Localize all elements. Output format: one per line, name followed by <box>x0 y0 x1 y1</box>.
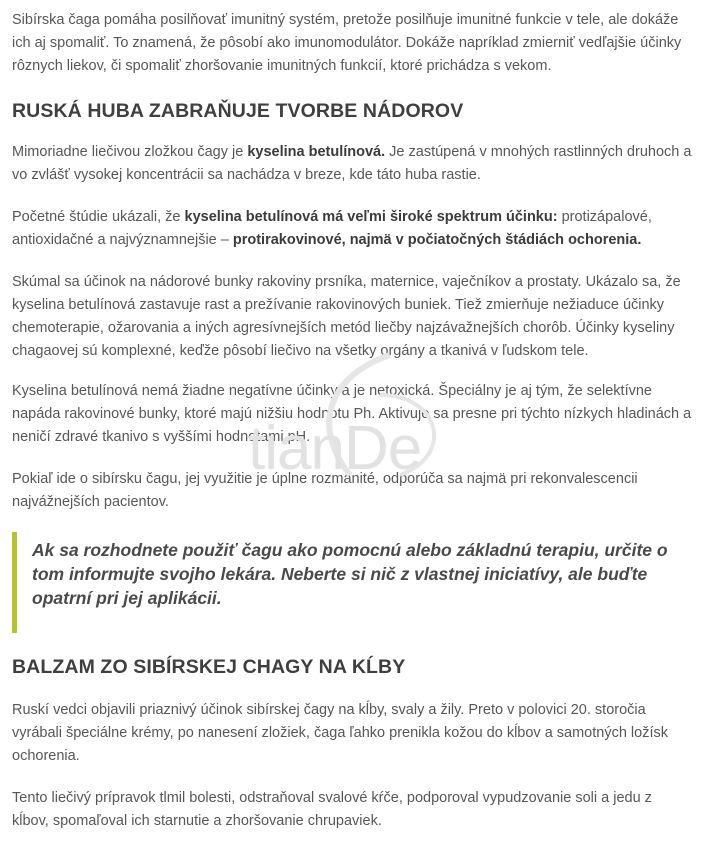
paragraph-cancer-cells: Skúmal sa účinok na nádorové bunky rakoviny prsníka, maternice, vaječníkov a prostaty. Ukázalo sa, že kyselina betulínová zastavuje rast a prežívanie rakovinových buniek. Tiež zmierňuje nežiaduce účinky chemoterapie, ožarovania a iných agresívnejších metód liečby najzávažnejších chorôb. Účinky kyseliny chagaovej sú komplexné, keďže pôsobí liečivo na všetky orgány a tkanivá v ľudskom tele. <box>12 274 681 359</box>
paragraph-betulinic-acid <box>12 141 692 187</box>
watermark-text: tianDe <box>248 414 422 483</box>
bold-term: kyselina betulínová má veľmi široké spektrum účinku: <box>184 209 558 225</box>
text-span: Mimoriadne liečivou zložkou čagy je <box>12 144 248 160</box>
text-span: Je zastúpená v mnohých rastlinných druhoch a vo zvlášť vysokej koncentrácii sa nachádza v breze, kde táto huba rastie. <box>12 144 692 183</box>
text-span: protizápalové, antioxidačné a najvýznamnejšie – <box>12 209 652 248</box>
paragraph-immunity: Sibírska čaga pomáha posilňovať imunitný systém, pretože posilňuje imunitné funkcie v tele, ale dokáže ich aj spomaliť. To znamená, že pôsobí ako imunomodulátor. Dokáže napríklad zmierniť vedľajšie účinky rôznych liekov, či spomaliť zhoršovanie imunitných funkcií, ktoré prichádza s vekom. <box>12 12 682 74</box>
heading-balm: BALZAM ZO SIBÍRSKEJ CHAGY NA KĹBY <box>12 656 406 678</box>
paragraph-nontoxic: Kyselina betulínová nemá žiadne negatívne účinky a je netoxická. Špeciálny je aj tým, že selektívne napáda rakovinové bunky, ktoré majú nižšiu hodnotu Ph. Aktivuje sa presne pri týchto nízkych hladinách a neničí zdravé tkanivo s vyššími hodnotami pH. <box>12 383 692 445</box>
paragraph-russian-scientists: Ruskí vedci objavili priaznivý účinok sibírskej čagy na kĺby, svaly a žily. Preto v polovici 20. storočia vyrábali špeciálne krémy, po nanesení zložiek, čaga ľahko prenikla kožou do kĺbov a samotných ložísk ochorenia. <box>12 702 668 764</box>
paragraph-usage: Pokiaľ ide o sibírsku čagu, jej využitie je úplne rozmanité, odporúča sa najmä pri rekonvalescencii najvážnejších pacientov. <box>12 471 638 510</box>
bold-term: kyselina betulínová. <box>247 144 386 160</box>
quote-text: Ak sa rozhodnete použiť čagu ako pomocnú alebo základnú terapiu, určite o tom informujte svojho lekára. Neberte si nič z vlastnej iniciatívy, ale buďte opatrní pri jej aplikácii. <box>32 540 668 608</box>
watermark-logo <box>240 335 470 505</box>
text-span: Početné štúdie ukázali, že <box>12 209 185 225</box>
paragraph-studies <box>12 206 692 252</box>
blockquote-warning <box>12 532 692 633</box>
quote-accent-bar <box>12 532 17 633</box>
heading-tumors: RUSKÁ HUBA ZABRAŇUJE TVORBE NÁDOROV <box>12 100 464 122</box>
bold-term: protirakovinové, najmä v počiatočných štádiách ochorenia. <box>232 232 642 248</box>
paragraph-remedy: Tento liečivý prípravok tlmil bolesti, odstraňoval svalové kŕče, podporoval vypudzovanie soli a jedu z kĺbov, spomaľoval ich starnutie a zhoršovanie chrupaviek. <box>12 790 652 829</box>
